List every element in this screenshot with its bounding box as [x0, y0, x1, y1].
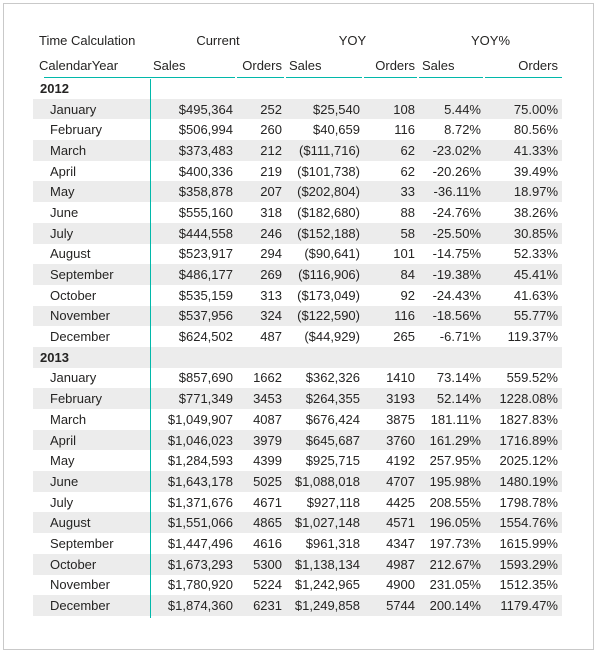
row-header-month[interactable]: July	[50, 494, 74, 510]
column-group-current: Current	[196, 33, 240, 48]
value-cell[interactable]: 324	[260, 308, 282, 324]
value-cell[interactable]: 3875	[386, 411, 415, 427]
value-cell[interactable]: 4987	[386, 556, 415, 572]
table-row-month[interactable]	[33, 140, 562, 161]
table-row-month[interactable]	[33, 512, 562, 533]
table-row-month[interactable]	[33, 368, 562, 389]
row-header-month[interactable]: April	[50, 163, 77, 179]
value-cell[interactable]: $1,138,134	[294, 556, 360, 572]
value-cell[interactable]: 4900	[386, 577, 415, 593]
column-header-sales-4[interactable]: Sales	[419, 53, 485, 78]
column-header-sales-2[interactable]: Sales	[286, 53, 364, 78]
value-cell[interactable]: 38.26%	[513, 204, 558, 220]
value-cell[interactable]: $486,177	[178, 267, 233, 283]
value-cell[interactable]: 33	[400, 184, 415, 200]
row-header-month[interactable]: December	[50, 329, 110, 345]
column-group-yoy: YOY%	[470, 33, 510, 48]
table-row-month[interactable]	[33, 285, 562, 306]
value-cell[interactable]: 119.37%	[507, 329, 558, 345]
value-cell[interactable]: 1615.99%	[499, 535, 558, 551]
value-cell[interactable]: $362,326	[305, 370, 360, 386]
value-cell[interactable]: -36.11%	[433, 184, 481, 200]
value-cell[interactable]: 5744	[386, 598, 415, 614]
value-cell[interactable]: $40,659	[313, 122, 360, 138]
value-cell[interactable]: -19.38%	[432, 267, 481, 283]
value-cell[interactable]: 73.14%	[436, 370, 481, 386]
table-row-month[interactable]	[33, 202, 562, 223]
value-cell[interactable]: 181.11%	[430, 411, 481, 427]
value-cell[interactable]: $925,715	[305, 453, 360, 469]
value-cell[interactable]: 58	[400, 225, 415, 241]
table-row-month[interactable]	[33, 99, 562, 120]
value-cell[interactable]: 108	[393, 101, 415, 117]
row-header-year[interactable]: 2012	[40, 80, 69, 96]
value-cell[interactable]: 5224	[253, 577, 282, 593]
value-cell[interactable]: $506,994	[178, 122, 233, 138]
value-cell[interactable]: $444,558	[178, 225, 233, 241]
table-row-month[interactable]	[33, 492, 562, 513]
table-body	[33, 78, 562, 616]
value-cell[interactable]: 3760	[386, 432, 415, 448]
value-cell[interactable]: $373,483	[178, 142, 233, 158]
row-header-month[interactable]: October	[50, 556, 97, 572]
value-cell[interactable]: 195.98%	[429, 473, 481, 489]
value-cell[interactable]: $857,690	[178, 370, 233, 386]
value-cell[interactable]: 559.52%	[506, 370, 558, 386]
value-cell[interactable]: 4399	[253, 453, 282, 469]
value-cell[interactable]: $961,318	[305, 535, 360, 551]
value-cell[interactable]: 1179.47%	[500, 598, 558, 614]
value-cell[interactable]: 1512.35%	[499, 577, 558, 593]
row-header-month[interactable]: February	[50, 391, 103, 407]
value-cell[interactable]: 4425	[386, 494, 415, 510]
value-cell[interactable]: -20.26%	[432, 163, 481, 179]
value-cell[interactable]: 212	[260, 142, 282, 158]
value-cell[interactable]: 18.97%	[513, 184, 558, 200]
value-cell[interactable]: $1,027,148	[294, 515, 360, 531]
value-cell[interactable]: $1,673,293	[167, 556, 233, 572]
corner-header-calendaryear: CalendarYear	[33, 53, 150, 78]
table-row-month[interactable]	[33, 264, 562, 285]
value-cell[interactable]: 5.44%	[444, 101, 481, 117]
value-cell[interactable]: 265	[393, 329, 415, 345]
value-cell[interactable]: 257.95%	[429, 453, 481, 469]
value-cell[interactable]: 208.55%	[429, 494, 481, 510]
value-cell[interactable]: 101	[393, 246, 415, 262]
value-cell[interactable]: 260	[260, 122, 282, 138]
value-cell[interactable]: 75.00%	[513, 101, 558, 117]
value-cell[interactable]: $1,088,018	[294, 473, 360, 489]
value-cell[interactable]: 196.05%	[429, 515, 481, 531]
value-cell[interactable]: -24.43%	[432, 287, 481, 303]
row-header-year[interactable]: 2013	[40, 349, 69, 365]
value-cell[interactable]: $25,540	[313, 101, 360, 117]
value-cell[interactable]: 52.33%	[513, 246, 558, 262]
value-cell[interactable]: ($111,716)	[299, 142, 360, 158]
row-header-month[interactable]: March	[50, 411, 87, 427]
value-cell[interactable]: 88	[400, 204, 415, 220]
value-cell[interactable]: 45.41%	[513, 267, 558, 283]
value-cell[interactable]: $1,249,858	[294, 598, 360, 614]
value-cell[interactable]: -25.50%	[432, 225, 481, 241]
value-cell[interactable]: $1,046,023	[167, 432, 233, 448]
value-cell[interactable]: $1,284,593	[167, 453, 233, 469]
value-cell[interactable]: ($101,738)	[297, 163, 360, 179]
value-cell[interactable]: $624,502	[178, 329, 233, 345]
column-header-orders-3[interactable]: Orders	[364, 53, 419, 78]
value-cell[interactable]: 3453	[253, 391, 282, 407]
value-cell[interactable]: 1593.29%	[499, 556, 558, 572]
value-cell[interactable]: 55.77%	[513, 308, 558, 324]
value-cell[interactable]: 116	[394, 308, 415, 324]
value-cell[interactable]: -6.71%	[439, 329, 481, 345]
value-cell[interactable]: 84	[400, 267, 415, 283]
value-cell[interactable]: 4865	[253, 515, 282, 531]
table-row-month[interactable]	[33, 306, 562, 327]
row-header-month[interactable]: February	[50, 122, 103, 138]
column-header-row	[33, 53, 562, 78]
value-cell[interactable]: 207	[260, 184, 282, 200]
row-header-month[interactable]: September	[50, 535, 114, 551]
table-row-month[interactable]	[33, 326, 562, 347]
row-header-month[interactable]: September	[50, 267, 114, 283]
value-cell[interactable]: $358,878	[178, 184, 233, 200]
value-cell[interactable]: $771,349	[178, 391, 233, 407]
column-group-header-row	[33, 28, 562, 53]
value-cell[interactable]: 41.63%	[513, 287, 558, 303]
value-cell[interactable]: ($182,680)	[297, 204, 360, 220]
value-cell[interactable]: 1798.78%	[499, 494, 558, 510]
value-cell[interactable]: $400,336	[178, 163, 233, 179]
row-header-month[interactable]: June	[50, 204, 79, 220]
matrix-table	[33, 28, 562, 616]
value-cell[interactable]: 252	[260, 101, 282, 117]
row-header-month[interactable]: May	[50, 184, 75, 200]
value-cell[interactable]: $1,551,066	[167, 515, 233, 531]
row-header-month[interactable]: December	[50, 598, 110, 614]
value-cell[interactable]: 1554.76%	[499, 515, 558, 531]
row-header-month[interactable]: January	[50, 370, 97, 386]
value-cell[interactable]: -23.02%	[432, 142, 481, 158]
table-row-month[interactable]	[33, 554, 562, 575]
value-cell[interactable]: $1,874,360	[167, 598, 233, 614]
value-cell[interactable]: $1,371,676	[167, 494, 233, 510]
row-header-month[interactable]: May	[50, 453, 75, 469]
value-cell[interactable]: 62	[400, 163, 415, 179]
value-cell[interactable]: $645,687	[305, 432, 360, 448]
column-group-yoy: YOY	[338, 33, 367, 48]
value-cell[interactable]: 4707	[386, 473, 415, 489]
value-cell[interactable]: 52.14%	[436, 391, 481, 407]
table-row-month[interactable]	[33, 388, 562, 409]
row-header-month[interactable]: June	[50, 473, 79, 489]
value-cell[interactable]: 4347	[386, 535, 415, 551]
table-row-month[interactable]	[33, 430, 562, 451]
value-cell[interactable]: $523,917	[178, 246, 233, 262]
row-header-month[interactable]: July	[50, 225, 74, 241]
table-row-month[interactable]	[33, 223, 562, 244]
value-cell[interactable]: 39.49%	[513, 163, 558, 179]
value-cell[interactable]: 231.05%	[429, 577, 481, 593]
value-cell[interactable]: 1662	[253, 370, 282, 386]
table-row-month[interactable]	[33, 471, 562, 492]
row-header-month[interactable]: November	[50, 308, 110, 324]
value-cell[interactable]: $555,160	[178, 204, 233, 220]
value-cell[interactable]: 2025.12%	[499, 453, 558, 469]
value-cell[interactable]: $1,643,178	[167, 473, 233, 489]
value-cell[interactable]: $1,049,907	[167, 411, 233, 427]
value-cell[interactable]: 5025	[253, 473, 282, 489]
table-row-year[interactable]	[33, 78, 562, 99]
table-row-month[interactable]	[33, 450, 562, 471]
table-row-month[interactable]	[33, 161, 562, 182]
value-cell[interactable]: -18.56%	[432, 308, 481, 324]
table-row-month[interactable]	[33, 533, 562, 554]
value-cell[interactable]: 200.14%	[429, 598, 481, 614]
value-cell[interactable]: 62	[400, 142, 415, 158]
row-header-month[interactable]: January	[50, 101, 97, 117]
value-cell[interactable]: ($116,906)	[298, 267, 360, 283]
value-cell[interactable]: 8.72%	[444, 122, 481, 138]
table-row-month[interactable]	[33, 409, 562, 430]
value-cell[interactable]: 92	[400, 287, 415, 303]
value-cell[interactable]: 6231	[253, 598, 282, 614]
value-cell[interactable]: 1410	[386, 370, 415, 386]
value-cell[interactable]: $495,364	[178, 101, 233, 117]
value-cell[interactable]: 246	[260, 225, 282, 241]
value-cell[interactable]: ($44,929)	[304, 329, 360, 345]
value-cell[interactable]: 41.33%	[513, 142, 558, 158]
value-cell[interactable]: 80.56%	[513, 122, 558, 138]
value-cell[interactable]: 30.85%	[513, 225, 558, 241]
value-cell[interactable]: 161.29%	[429, 432, 481, 448]
table-row-year[interactable]	[33, 347, 562, 368]
value-cell[interactable]: $1,780,920	[167, 577, 233, 593]
table-row-month[interactable]	[33, 575, 562, 596]
value-cell[interactable]: 4571	[386, 515, 415, 531]
row-header-month[interactable]: October	[50, 287, 97, 303]
value-cell[interactable]: 269	[260, 267, 282, 283]
value-cell[interactable]: ($122,590)	[297, 308, 360, 324]
value-cell[interactable]: ($90,641)	[304, 246, 360, 262]
value-cell[interactable]: ($202,804)	[297, 184, 360, 200]
row-header-month[interactable]: August	[50, 515, 91, 531]
table-row-month[interactable]	[33, 595, 562, 616]
column-header-orders-5[interactable]: Orders	[485, 53, 562, 78]
value-cell[interactable]: 1480.19%	[499, 473, 558, 489]
value-cell[interactable]: $264,355	[305, 391, 360, 407]
column-header-sales-0[interactable]: Sales	[150, 53, 237, 78]
table-row-month[interactable]	[33, 119, 562, 140]
value-cell[interactable]: 1827.83%	[499, 411, 558, 427]
value-cell[interactable]: 1228.08%	[499, 391, 558, 407]
value-cell[interactable]: 4087	[253, 411, 282, 427]
value-cell[interactable]: 1716.89%	[499, 432, 558, 448]
value-cell[interactable]: $676,424	[305, 411, 360, 427]
value-cell[interactable]: $927,118	[306, 494, 360, 510]
value-cell[interactable]: 116	[394, 122, 415, 138]
value-cell[interactable]: 3193	[386, 391, 415, 407]
row-header-month[interactable]: March	[50, 142, 87, 158]
value-cell[interactable]: ($152,188)	[297, 225, 360, 241]
row-header-month[interactable]: November	[50, 577, 110, 593]
table-row-month[interactable]	[33, 181, 562, 202]
value-cell[interactable]: 313	[260, 287, 282, 303]
value-cell[interactable]: -24.76%	[432, 204, 481, 220]
value-cell[interactable]: $537,956	[178, 308, 233, 324]
value-cell[interactable]: 3979	[253, 432, 282, 448]
value-cell[interactable]: $1,447,496	[167, 535, 233, 551]
value-cell[interactable]: 4192	[386, 453, 415, 469]
value-cell[interactable]: 219	[260, 163, 282, 179]
value-cell[interactable]: 318	[260, 204, 282, 220]
table-row-month[interactable]	[33, 244, 562, 265]
value-cell[interactable]: 487	[260, 329, 282, 345]
row-header-month[interactable]: August	[50, 246, 91, 262]
value-cell[interactable]: 197.73%	[429, 535, 481, 551]
value-cell[interactable]: 4616	[253, 535, 282, 551]
value-cell[interactable]: 294	[260, 246, 282, 262]
value-cell[interactable]: 212.67%	[429, 556, 481, 572]
value-cell[interactable]: ($173,049)	[297, 287, 360, 303]
row-header-separator	[150, 79, 151, 618]
corner-header-time-calculation: Time Calculation	[39, 33, 136, 48]
value-cell[interactable]: $535,159	[178, 287, 233, 303]
value-cell[interactable]: -14.75%	[432, 246, 481, 262]
column-header-orders-1[interactable]: Orders	[237, 53, 286, 78]
value-cell[interactable]: $1,242,965	[294, 577, 360, 593]
value-cell[interactable]: 4671	[253, 494, 282, 510]
row-header-month[interactable]: April	[50, 432, 77, 448]
value-cell[interactable]: 5300	[253, 556, 282, 572]
